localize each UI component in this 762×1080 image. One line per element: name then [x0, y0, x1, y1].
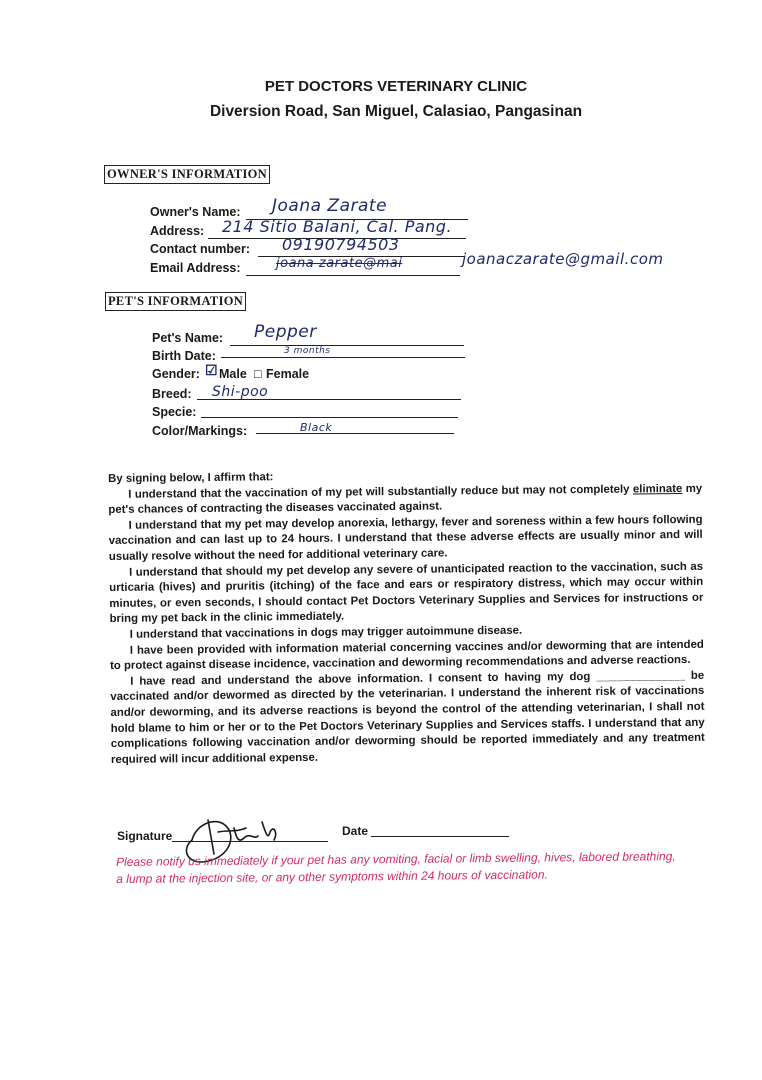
clinic-address: Diversion Road, San Miguel, Calasiao, Pangasinan [209, 103, 583, 120]
breed-value: Shi-poo [212, 384, 269, 400]
owner-name-label: Owner's Name: [150, 205, 241, 219]
clinic-header [0, 78, 762, 121]
owner-email-line [246, 275, 460, 276]
affirmation-intro: By signing below, I affirm that: [108, 471, 274, 485]
color-markings-value: Black [300, 421, 333, 434]
affirmation-paragraph-2: I understand that my pet may develop anorexia, lethargy, fever and soreness within a few hours following vaccination and can last up to 24 hours. I understand that these adverse effects are usually minor and will usually resolve without the need for additional veterinary care. [108, 513, 703, 563]
affirmation-paragraph-6: I have read and understand the above information. I consent to having my dog ______________ be vaccinated and/or dewormed as directed by the veterinarian. I understand the inherent risk of vaccinations and/or deworming, and its adverse reactions is beyond the control of the attending veterinarian, I shall not hold blame to him or her or to the Pet Doctors Veterinary Supplies and Services staffs. I understand that any complications following vaccination and/or deworming should be reported immediately and any treatment required will incur additional expense. [110, 669, 705, 766]
specie-line [201, 417, 458, 418]
owner-contact-label: Contact number: [150, 242, 250, 256]
signature-label: Signature [117, 829, 173, 843]
date-line[interactable] [371, 836, 509, 837]
affirmation-paragraph-5: I have been provided with information material concerning vaccines and/or deworming that are intended to protect against disease incidence, vaccination and deworming recommendations and adverse reactions. [109, 638, 704, 673]
female-checkbox-icon[interactable]: □ [254, 367, 262, 381]
owner-section-title: OWNER'S INFORMATION [104, 165, 270, 184]
affirmation-text [108, 466, 705, 768]
clinic-name: PET DOCTORS VETERINARY CLINIC [264, 78, 528, 95]
p1-text-end: my pet's chances of contracting the diseases vaccinated against. [108, 482, 703, 517]
affirmation-paragraph-4: I understand that vaccinations in dogs may trigger autoimmune disease. [129, 624, 523, 641]
gender-female-option: Female [266, 367, 310, 381]
gender-male-option: Male [219, 367, 247, 381]
owner-contact-value: 09190794503 [282, 235, 400, 254]
breed-label: Breed: [152, 387, 192, 401]
pet-name-value: Pepper [254, 322, 317, 342]
owner-address-label: Address: [150, 224, 205, 238]
pet-section-title: PET'S INFORMATION [105, 292, 246, 311]
gender-label: Gender: [152, 367, 200, 381]
owner-email-label: Email Address: [150, 261, 241, 275]
affirmation-paragraph-3: I understand that should my pet develop any severe of unanticipated reaction to the vaccination, such as urticaria (hives) and pruritis (itching) of the face and ears or respiratory distress, which may occur within minutes, or even seconds, I should contact Pet Doctors Veterinary Supplies and Services for instructions or bring my pet back in the clinic immediately. [109, 560, 704, 626]
male-check-icon[interactable]: ☑ [205, 362, 218, 378]
birth-date-line [221, 357, 465, 358]
eliminate-underlined: eliminate [632, 482, 683, 496]
post-vaccination-notice: Please notify us immediately if your pet has any vomiting, facial or limb swelling, hives, labored breathing, a lump at the injection site, or any other symptoms within 24 hours of vaccination. [116, 849, 676, 886]
color-markings-line [256, 433, 454, 434]
specie-label: Specie: [152, 405, 197, 419]
owner-email-value: joanaczarate@gmail.com [462, 250, 664, 268]
owner-address-value: 214 Sitio Balani, Cal. Pang. [222, 217, 453, 236]
birth-date-value: 3 months [284, 346, 331, 356]
owner-email-struck-value: joana zarate@mai [276, 256, 403, 271]
pet-name-label: Pet's Name: [152, 331, 224, 345]
owner-name-value: Joana Zarate [272, 196, 388, 216]
p1-text-start: I understand that the vaccination of my pet will substantially reduce but may not completely [128, 483, 633, 501]
date-label: Date [342, 824, 369, 838]
color-markings-label: Color/Markings: [152, 424, 248, 438]
birth-date-label: Birth Date: [152, 349, 216, 363]
pet-name-line [230, 345, 464, 346]
